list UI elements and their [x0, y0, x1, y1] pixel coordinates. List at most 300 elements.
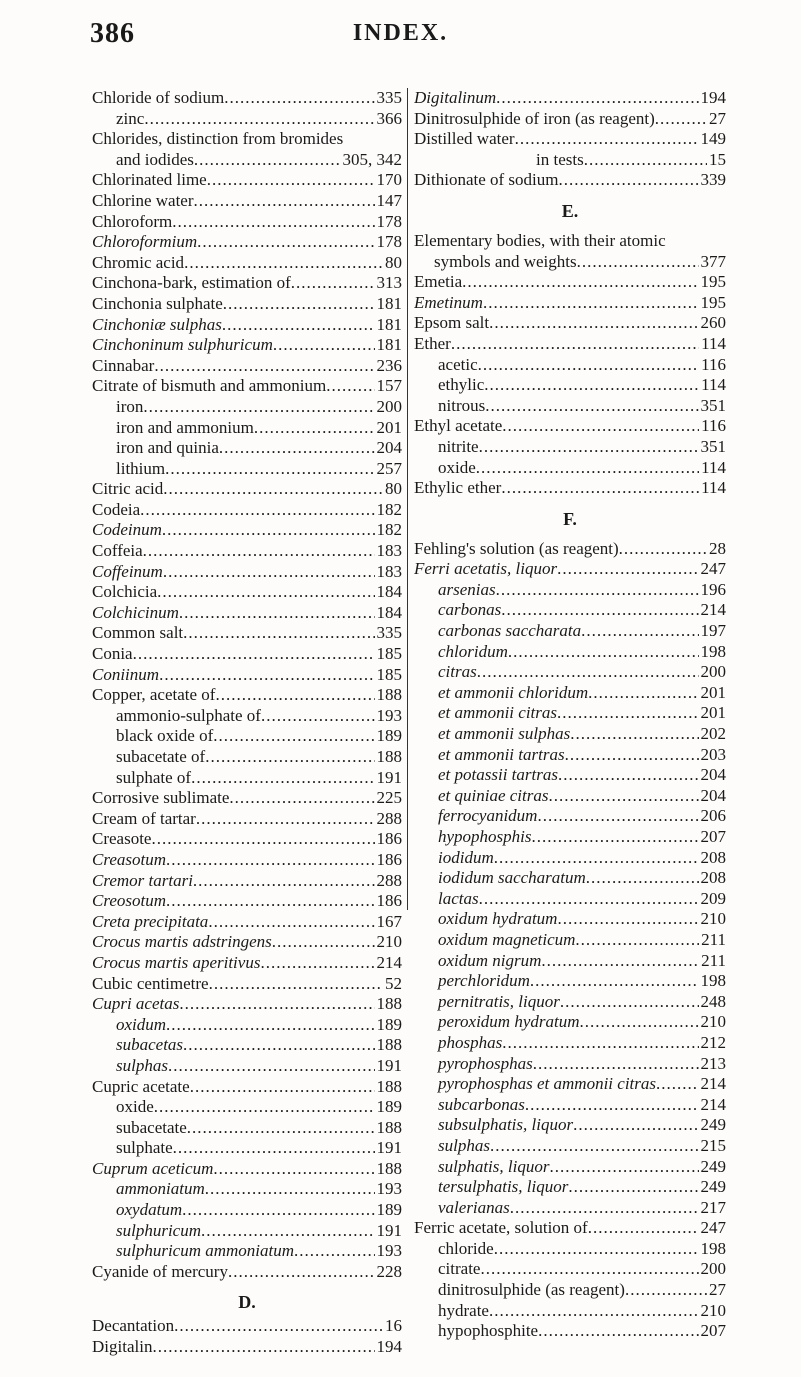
index-entry	[92, 315, 402, 336]
entry-page-number: 80	[385, 252, 402, 272]
dot-leader	[478, 355, 699, 376]
index-entry	[414, 806, 726, 827]
dot-leader	[162, 520, 375, 541]
entry-page-number: 201	[700, 682, 726, 702]
entry-term: Chlorine water	[92, 190, 194, 210]
index-entry	[92, 1179, 402, 1200]
entry-page-number: 335	[376, 88, 402, 107]
entry-term: peroxidum hydratum	[438, 1012, 580, 1032]
index-entry	[414, 375, 726, 396]
entry-page-number: 249	[700, 1177, 726, 1197]
entry-page-number: 195	[700, 272, 726, 292]
entry-term: Cinchoninum sulphuricum	[92, 335, 273, 355]
entry-term: iron and ammonium	[116, 417, 254, 437]
dot-leader	[580, 1012, 699, 1033]
dot-leader	[179, 603, 375, 624]
dot-leader	[143, 541, 375, 562]
dot-leader	[586, 868, 699, 889]
dot-leader	[261, 706, 375, 727]
index-entry	[414, 1301, 726, 1322]
entry-page-number: 248	[700, 991, 726, 1011]
dot-leader	[496, 580, 699, 601]
entry-term: et ammonii citras	[438, 703, 557, 723]
entry-page-number: 260	[700, 313, 726, 333]
entry-page-number: 204	[700, 785, 726, 805]
entry-term: in tests	[536, 149, 584, 169]
entry-page-number: 194	[376, 1337, 402, 1357]
index-entry	[414, 600, 726, 621]
dot-leader	[184, 253, 383, 274]
index-entry	[414, 129, 726, 150]
dot-leader	[207, 170, 375, 191]
index-entry	[92, 932, 402, 953]
entry-term: acetic	[438, 354, 478, 374]
entry-page-number: 249	[700, 1156, 726, 1176]
dot-leader	[154, 1097, 375, 1118]
dot-leader	[273, 335, 375, 356]
index-entry	[92, 829, 402, 850]
entry-term: Crocus martis aperitivus	[92, 952, 261, 972]
entry-term: hypophosphis	[438, 827, 532, 846]
dot-leader	[168, 1056, 375, 1077]
dot-leader	[533, 1054, 699, 1075]
dot-leader	[213, 1159, 374, 1180]
entry-page-number: 188	[376, 1158, 402, 1178]
dot-leader	[174, 1316, 383, 1337]
entry-term: Ethyl acetate	[414, 416, 503, 436]
dot-leader	[183, 1035, 374, 1056]
entry-page-number	[400, 129, 402, 150]
dot-leader	[537, 806, 698, 827]
entry-term: Ethylic ether	[414, 478, 502, 498]
index-entry	[414, 1157, 726, 1178]
index-entry	[414, 662, 726, 683]
entry-term: Coniinum	[92, 664, 160, 684]
entry-term: Chlorinated lime	[92, 170, 207, 190]
entry-page-number: 209	[700, 888, 726, 908]
entry-page-number: 198	[700, 971, 726, 991]
index-entry	[414, 827, 726, 848]
entry-term: chloride	[438, 1238, 494, 1258]
entry-term: ferrocyanidum	[438, 806, 538, 826]
dot-leader	[494, 848, 699, 869]
entry-term: oxide	[438, 457, 476, 477]
entry-term: iodidum	[438, 847, 494, 867]
index-entry	[414, 1321, 726, 1342]
entry-page-number: 183	[376, 541, 402, 561]
index-entry	[92, 232, 402, 253]
entry-page-number: 191	[376, 1055, 402, 1075]
entry-page-number: 80	[385, 479, 402, 499]
entry-term: citras	[438, 662, 477, 682]
entry-page-number: 181	[376, 335, 402, 355]
index-entry	[92, 891, 402, 912]
entry-term: Cinchona-bark, estimation of	[92, 273, 291, 293]
entry-page-number: 114	[701, 478, 726, 498]
index-entry	[92, 1241, 402, 1262]
dot-leader	[479, 437, 699, 458]
entry-page-number: 351	[700, 395, 726, 415]
entry-term: Digitalinum	[414, 88, 497, 107]
dot-leader	[191, 768, 374, 789]
index-entry	[414, 478, 726, 499]
entry-page-number: 211	[701, 929, 726, 949]
entry-page-number: 186	[376, 849, 402, 869]
entry-page-number: 247	[700, 559, 726, 579]
entry-page-number: 210	[700, 909, 726, 929]
index-entry	[92, 582, 402, 603]
entry-page-number: 188	[376, 1117, 402, 1137]
entry-term: iron	[116, 396, 144, 416]
entry-page-number: 193	[376, 1241, 402, 1261]
entry-term: hypophosphite	[438, 1321, 539, 1341]
dot-leader	[254, 418, 375, 439]
index-entry	[92, 129, 402, 150]
page-header	[0, 18, 801, 58]
entry-page-number: 351	[700, 436, 726, 456]
entry-page-number: 217	[700, 1197, 726, 1217]
entry-term: chloridum	[438, 641, 508, 661]
dot-leader	[154, 356, 374, 377]
entry-term: subcarbonas	[438, 1094, 525, 1114]
entry-page-number: 366	[376, 108, 402, 128]
entry-page-number: 188	[376, 1076, 402, 1096]
index-entry	[92, 850, 402, 871]
entry-term: sulphas	[116, 1055, 168, 1075]
entry-term: sulphuricum	[116, 1220, 201, 1240]
dot-leader	[479, 889, 699, 910]
entry-term: Cyanide of mercury	[92, 1261, 228, 1281]
entry-page-number: 191	[376, 1220, 402, 1240]
index-entry	[414, 458, 726, 479]
index-entry	[414, 170, 726, 191]
entry-term: Codeinum	[92, 520, 162, 540]
entry-term: et ammonii sulphas	[438, 724, 571, 744]
index-entry	[92, 150, 402, 171]
dot-leader	[260, 953, 374, 974]
index-entry	[414, 1218, 726, 1239]
entry-term: Creosotum	[92, 891, 166, 911]
entry-term: sulphatis, liquor	[438, 1156, 550, 1176]
index-entry	[414, 992, 726, 1013]
entry-term: black oxide of	[116, 726, 214, 746]
dot-leader	[508, 642, 699, 663]
entry-page-number: 210	[376, 932, 402, 952]
entry-page-number: 214	[700, 1074, 726, 1094]
dot-leader	[222, 315, 375, 336]
index-entry	[414, 109, 726, 130]
index-entry	[92, 747, 402, 768]
index-column-right	[414, 88, 726, 1342]
entry-term: Epsom salt	[414, 313, 490, 333]
entry-term: Coffeinum	[92, 561, 163, 581]
entry-term: phosphas	[438, 1032, 503, 1052]
entry-page-number: 16	[385, 1316, 402, 1336]
dot-leader	[496, 88, 698, 109]
dot-leader	[501, 600, 698, 621]
entry-page-number: 185	[376, 644, 402, 664]
index-entry	[414, 1115, 726, 1136]
entry-term: Decantation	[92, 1316, 175, 1336]
index-entry	[92, 294, 402, 315]
entry-term: nitrite	[438, 436, 479, 456]
entry-page-number: 288	[376, 808, 402, 828]
dot-leader	[182, 1200, 374, 1221]
dot-leader	[143, 397, 374, 418]
entry-page-number: 206	[700, 806, 726, 826]
entry-page-number: 186	[376, 829, 402, 849]
entry-term: Cremor tartari	[92, 870, 193, 890]
index-entry	[92, 520, 402, 541]
entry-page-number: 288	[376, 870, 402, 890]
index-entry	[414, 1136, 726, 1157]
entry-term: Creasotum	[92, 849, 166, 869]
entry-term: Chlorides, distinction from bromides	[92, 129, 344, 149]
index-entry	[92, 109, 402, 130]
entry-page-number: 15	[709, 149, 726, 169]
entry-term: Chloride of sodium	[92, 88, 225, 107]
entry-term: iron and quinia	[116, 438, 219, 458]
entry-page-number: 228	[376, 1261, 402, 1281]
entry-term: sulphate of	[116, 767, 192, 787]
entry-page-number: 335	[376, 623, 402, 643]
entry-term: Emetinum	[414, 292, 483, 312]
entry-page-number	[724, 231, 726, 252]
entry-page-number: 191	[376, 1138, 402, 1158]
index-entry	[92, 212, 402, 233]
dot-leader	[166, 850, 375, 871]
entry-term: tersulphatis, liquor	[438, 1177, 569, 1197]
entry-term: iodidum saccharatum	[438, 868, 586, 888]
entry-term: Cream of tartar	[92, 808, 196, 828]
entry-page-number: 247	[700, 1218, 726, 1238]
entry-page-number: 188	[376, 747, 402, 766]
entry-term: lactas	[438, 888, 479, 908]
entry-page-number: 178	[376, 211, 402, 231]
entry-term: arsenias	[438, 579, 496, 599]
entry-term: Ferric acetate, solution of	[414, 1218, 588, 1238]
dot-leader	[201, 1221, 375, 1242]
dot-leader	[570, 724, 698, 745]
index-entry	[92, 500, 402, 521]
entry-page-number: 208	[700, 868, 726, 888]
dot-leader	[515, 129, 699, 150]
entry-term: Corrosive sublimate	[92, 788, 230, 808]
entry-page-number: 188	[376, 994, 402, 1014]
entry-term: Fehling's solution (as reagent)	[414, 538, 619, 558]
index-entry	[414, 1177, 726, 1198]
entry-page-number: 202	[700, 724, 726, 744]
dot-leader	[484, 375, 699, 396]
entry-page-number: 181	[376, 314, 402, 334]
index-entry	[414, 683, 726, 704]
entry-term: Cinchoniæ sulphas	[92, 314, 222, 334]
dot-leader	[194, 191, 375, 212]
entry-term: Colchicinum	[92, 602, 179, 622]
entry-term: pyrophosphas	[438, 1053, 533, 1073]
entry-page-number: 214	[700, 1094, 726, 1114]
entry-page-number: 236	[376, 355, 402, 375]
index-entry	[414, 580, 726, 601]
index-entry	[414, 909, 726, 930]
entry-page-number: 191	[376, 767, 402, 787]
dot-leader	[213, 726, 374, 747]
dot-leader	[573, 1115, 698, 1136]
section-heading-d: D.	[238, 1292, 256, 1313]
index-entry	[414, 703, 726, 724]
column-divider	[407, 88, 408, 910]
entry-term: Digitalin	[92, 1337, 153, 1357]
index-entry	[92, 1262, 402, 1283]
index-entry	[92, 459, 402, 480]
index-entry	[92, 994, 402, 1015]
index-entry	[92, 726, 402, 747]
index-entry	[92, 191, 402, 212]
index-entry	[92, 768, 402, 789]
index-entry	[414, 930, 726, 951]
entry-term: et quiniae citras	[438, 785, 549, 805]
index-entry	[414, 642, 726, 663]
entry-term: sulphate	[116, 1138, 173, 1158]
index-entry	[414, 1095, 726, 1116]
dot-leader	[294, 1241, 374, 1262]
entry-page-number: 157	[376, 376, 402, 396]
entry-term: Cupric acetate	[92, 1076, 190, 1096]
entry-page-number: 184	[376, 602, 402, 622]
entry-page-number: 196	[700, 579, 726, 599]
index-entry	[92, 438, 402, 459]
entry-term: Crocus martis adstringens	[92, 932, 272, 952]
dot-leader	[223, 294, 375, 315]
dot-leader	[494, 1239, 699, 1260]
entry-term: Dinitrosulphide of iron (as reagent)	[414, 108, 655, 128]
entry-page-number: 214	[700, 600, 726, 620]
dot-leader	[541, 951, 699, 972]
entry-page-number: 182	[376, 520, 402, 540]
index-entry	[92, 1316, 402, 1337]
dot-leader	[224, 88, 374, 109]
dot-leader	[489, 313, 698, 334]
dot-leader	[483, 293, 699, 314]
entry-term: pernitratis, liquor	[438, 991, 560, 1011]
dot-leader	[183, 623, 374, 644]
entry-term: oxydatum	[116, 1200, 183, 1220]
entry-page-number: 210	[700, 1300, 726, 1320]
index-entry	[414, 313, 726, 334]
entry-term: oxidum magneticum	[438, 929, 576, 949]
index-entry	[92, 706, 402, 727]
entry-term: subacetate of	[116, 747, 206, 766]
entry-page-number: 181	[376, 293, 402, 313]
dot-leader	[173, 1138, 375, 1159]
index-entry	[414, 231, 726, 252]
dot-leader	[557, 703, 699, 724]
entry-page-number: 178	[376, 232, 402, 252]
entry-list-d-right	[414, 88, 726, 191]
entry-page-number: 28	[709, 538, 726, 558]
entry-term: Cubic centimetre	[92, 973, 209, 993]
entry-page-number: 213	[700, 1053, 726, 1073]
dot-leader	[655, 109, 707, 130]
entry-page-number: 27	[709, 1280, 726, 1300]
index-entry	[92, 335, 402, 356]
entry-page-number: 114	[701, 375, 726, 395]
dot-leader	[557, 559, 698, 580]
dot-leader	[560, 992, 699, 1013]
entry-term: sulphas	[438, 1135, 490, 1155]
index-entry	[92, 170, 402, 191]
section-heading-f: F.	[563, 508, 577, 529]
entry-page-number: 200	[700, 662, 726, 682]
index-entry	[414, 252, 726, 273]
dot-leader	[291, 273, 375, 294]
index-entry	[414, 272, 726, 293]
index-entry	[92, 1118, 402, 1139]
entry-page-number: 198	[700, 641, 726, 661]
dot-leader	[625, 1280, 707, 1301]
dot-leader	[525, 1095, 699, 1116]
entry-page-number: 204	[376, 438, 402, 458]
index-entry	[92, 1056, 402, 1077]
dot-leader	[152, 1337, 374, 1358]
dot-leader	[489, 1301, 699, 1322]
index-entry	[92, 1337, 402, 1358]
index-entry	[92, 273, 402, 294]
dot-leader	[208, 912, 374, 933]
running-head: INDEX.	[352, 20, 449, 46]
section-heading-e: E.	[561, 200, 579, 221]
dot-leader	[144, 109, 374, 130]
index-entry	[414, 621, 726, 642]
dot-leader	[588, 683, 698, 704]
entry-page-number: 214	[376, 952, 402, 972]
entry-page-number: 182	[376, 499, 402, 519]
entry-page-number: 207	[700, 827, 726, 846]
dot-leader	[197, 232, 374, 253]
entry-page-number: 215	[700, 1135, 726, 1155]
dot-leader	[588, 1218, 699, 1239]
entry-page-number: 193	[376, 705, 402, 725]
dot-leader	[619, 539, 707, 560]
index-entry	[414, 1054, 726, 1075]
entry-page-number: 116	[701, 354, 726, 374]
index-entry	[92, 871, 402, 892]
entry-page-number: 184	[376, 582, 402, 602]
entry-term: Cinnabar	[92, 355, 155, 375]
dot-leader	[166, 1015, 374, 1036]
entry-page-number: 114	[701, 457, 726, 477]
dot-leader	[451, 334, 699, 355]
entry-page-number: 249	[700, 1115, 726, 1135]
entry-term: Ferri acetatis, liquor	[414, 559, 558, 579]
index-entry	[92, 685, 402, 706]
entry-list-e	[414, 231, 726, 499]
entry-term: Chloroform	[92, 211, 173, 231]
dot-leader	[179, 994, 374, 1015]
entry-term: Chromic acid	[92, 252, 185, 272]
dot-leader	[219, 438, 375, 459]
dot-leader	[196, 809, 375, 830]
index-entry	[92, 1138, 402, 1159]
entry-term: Ether	[414, 333, 451, 353]
entry-term: ethylic	[438, 375, 485, 395]
entry-term: Citrate of bismuth and ammonium	[92, 376, 327, 396]
entry-page-number: 188	[376, 1035, 402, 1055]
entry-page-number: 257	[376, 458, 402, 478]
index-entry	[414, 293, 726, 314]
dot-leader	[326, 376, 374, 397]
index-entry	[414, 971, 726, 992]
